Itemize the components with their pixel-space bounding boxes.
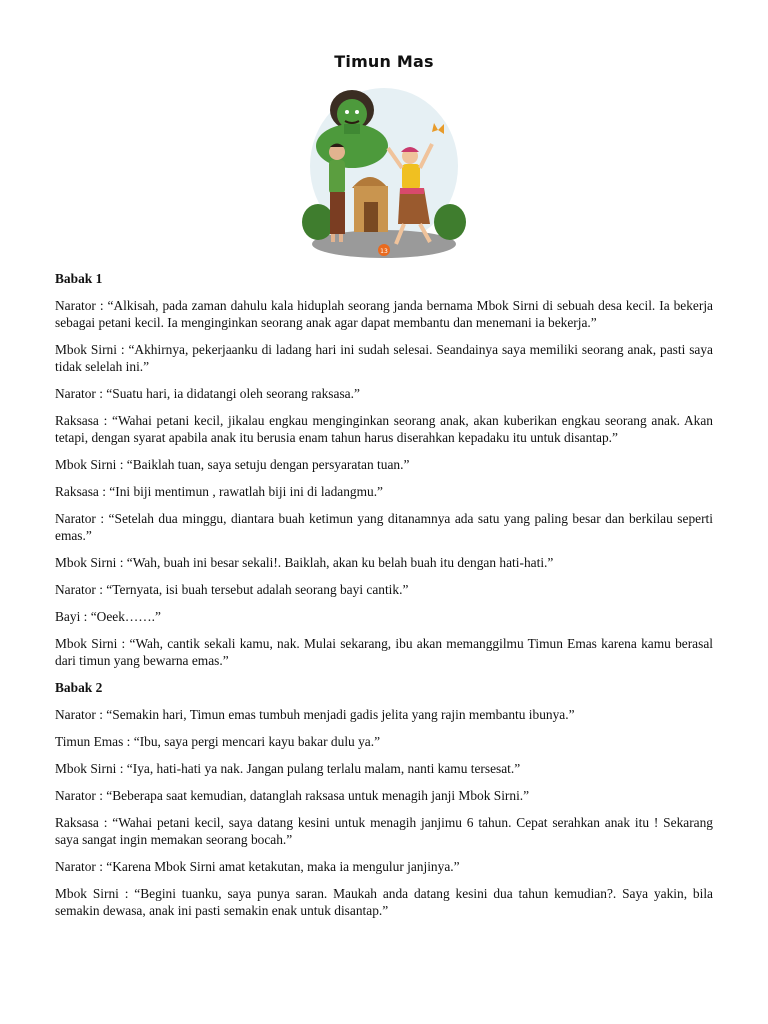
dialogue-line: Raksasa : “Wahai petani kecil, saya datang kesini untuk menagih janjimu 6 tahun. Cepat serahkan anak itu ! Sekarang saya sangat ingin memakan seorang bocah.”: [55, 815, 713, 847]
page-title: Timun Mas: [334, 52, 434, 71]
script-body: [55, 270, 713, 929]
dialogue-line: Narator : “Karena Mbok Sirni amat ketakutan, maka ia mengulur janjinya.”: [55, 859, 460, 874]
dialogue-line: Narator : “Alkisah, pada zaman dahulu kala hiduplah seorang janda bernama Mbok Sirni di sebuah desa kecil. Ia bekerja sebagai petani kecil. Ia menginginkan seorang anak agar dapat membantu dan menemani ia bekerja.”: [55, 298, 713, 330]
dialogue-line: Narator : “Setelah dua minggu, diantara buah ketimun yang ditanamnya ada satu yang paling besar dan berkilau seperti emas.”: [55, 511, 713, 543]
section-heading: Babak 1: [55, 271, 103, 286]
dialogue-line: Mbok Sirni : “Wah, cantik sekali kamu, nak. Mulai sekarang, ibu akan memanggilmu Timun Emas karena kamu berasal dari timun yang bewarna emas.”: [55, 636, 713, 668]
dialogue-line: Mbok Sirni : “Wah, buah ini besar sekali!. Baiklah, akan ku belah buah itu dengan hati-hati.”: [55, 555, 554, 570]
dialogue-line: Narator : “Suatu hari, ia didatangi oleh seorang raksasa.”: [55, 386, 360, 401]
dialogue-line: Mbok Sirni : “Akhirnya, pekerjaanku di ladang hari ini sudah selesai. Seandainya saya memiliki seorang anak, pasti saya tidak selelah ini.”: [55, 342, 713, 374]
dialogue-line: Mbok Sirni : “Begini tuanku, saya punya saran. Maukah anda datang kesini dua tahun kemudian?. Saya yakin, bila semakin dewasa, anak ini pasti semakin enak untuk disantap.”: [55, 886, 713, 918]
dialogue-line: Mbok Sirni : “Baiklah tuan, saya setuju dengan persyaratan tuan.”: [55, 457, 410, 472]
dialogue-line: Raksasa : “Wahai petani kecil, jikalau engkau menginginkan seorang anak, akan kuberikan engkau seorang anak. Akan tetapi, dengan syarat apabila anak itu berusia enam tahun harus diserahkan kepadaku itu untuk disantap.”: [55, 413, 713, 445]
dialogue-line: Mbok Sirni : “Iya, hati-hati ya nak. Jangan pulang terlalu malam, nanti kamu tersesat.”: [55, 761, 521, 776]
dialogue-line: Bayi : “Oeek…….”: [55, 609, 161, 624]
illustration-badge: 13: [380, 248, 388, 255]
section-heading: Babak 2: [55, 680, 103, 695]
dialogue-line: Narator : “Beberapa saat kemudian, datanglah raksasa untuk menagih janji Mbok Sirni.”: [55, 788, 530, 803]
dialogue-line: Raksasa : “Ini biji mentimun , rawatlah biji ini di ladangmu.”: [55, 484, 383, 499]
dialogue-line: Narator : “Semakin hari, Timun emas tumbuh menjadi gadis jelita yang rajin membantu ibunya.”: [55, 707, 575, 722]
dialogue-line: Timun Emas : “Ibu, saya pergi mencari kayu bakar dulu ya.”: [55, 734, 381, 749]
dialogue-line: Narator : “Ternyata, isi buah tersebut adalah seorang bayi cantik.”: [55, 582, 409, 597]
story-illustration: [300, 84, 468, 264]
